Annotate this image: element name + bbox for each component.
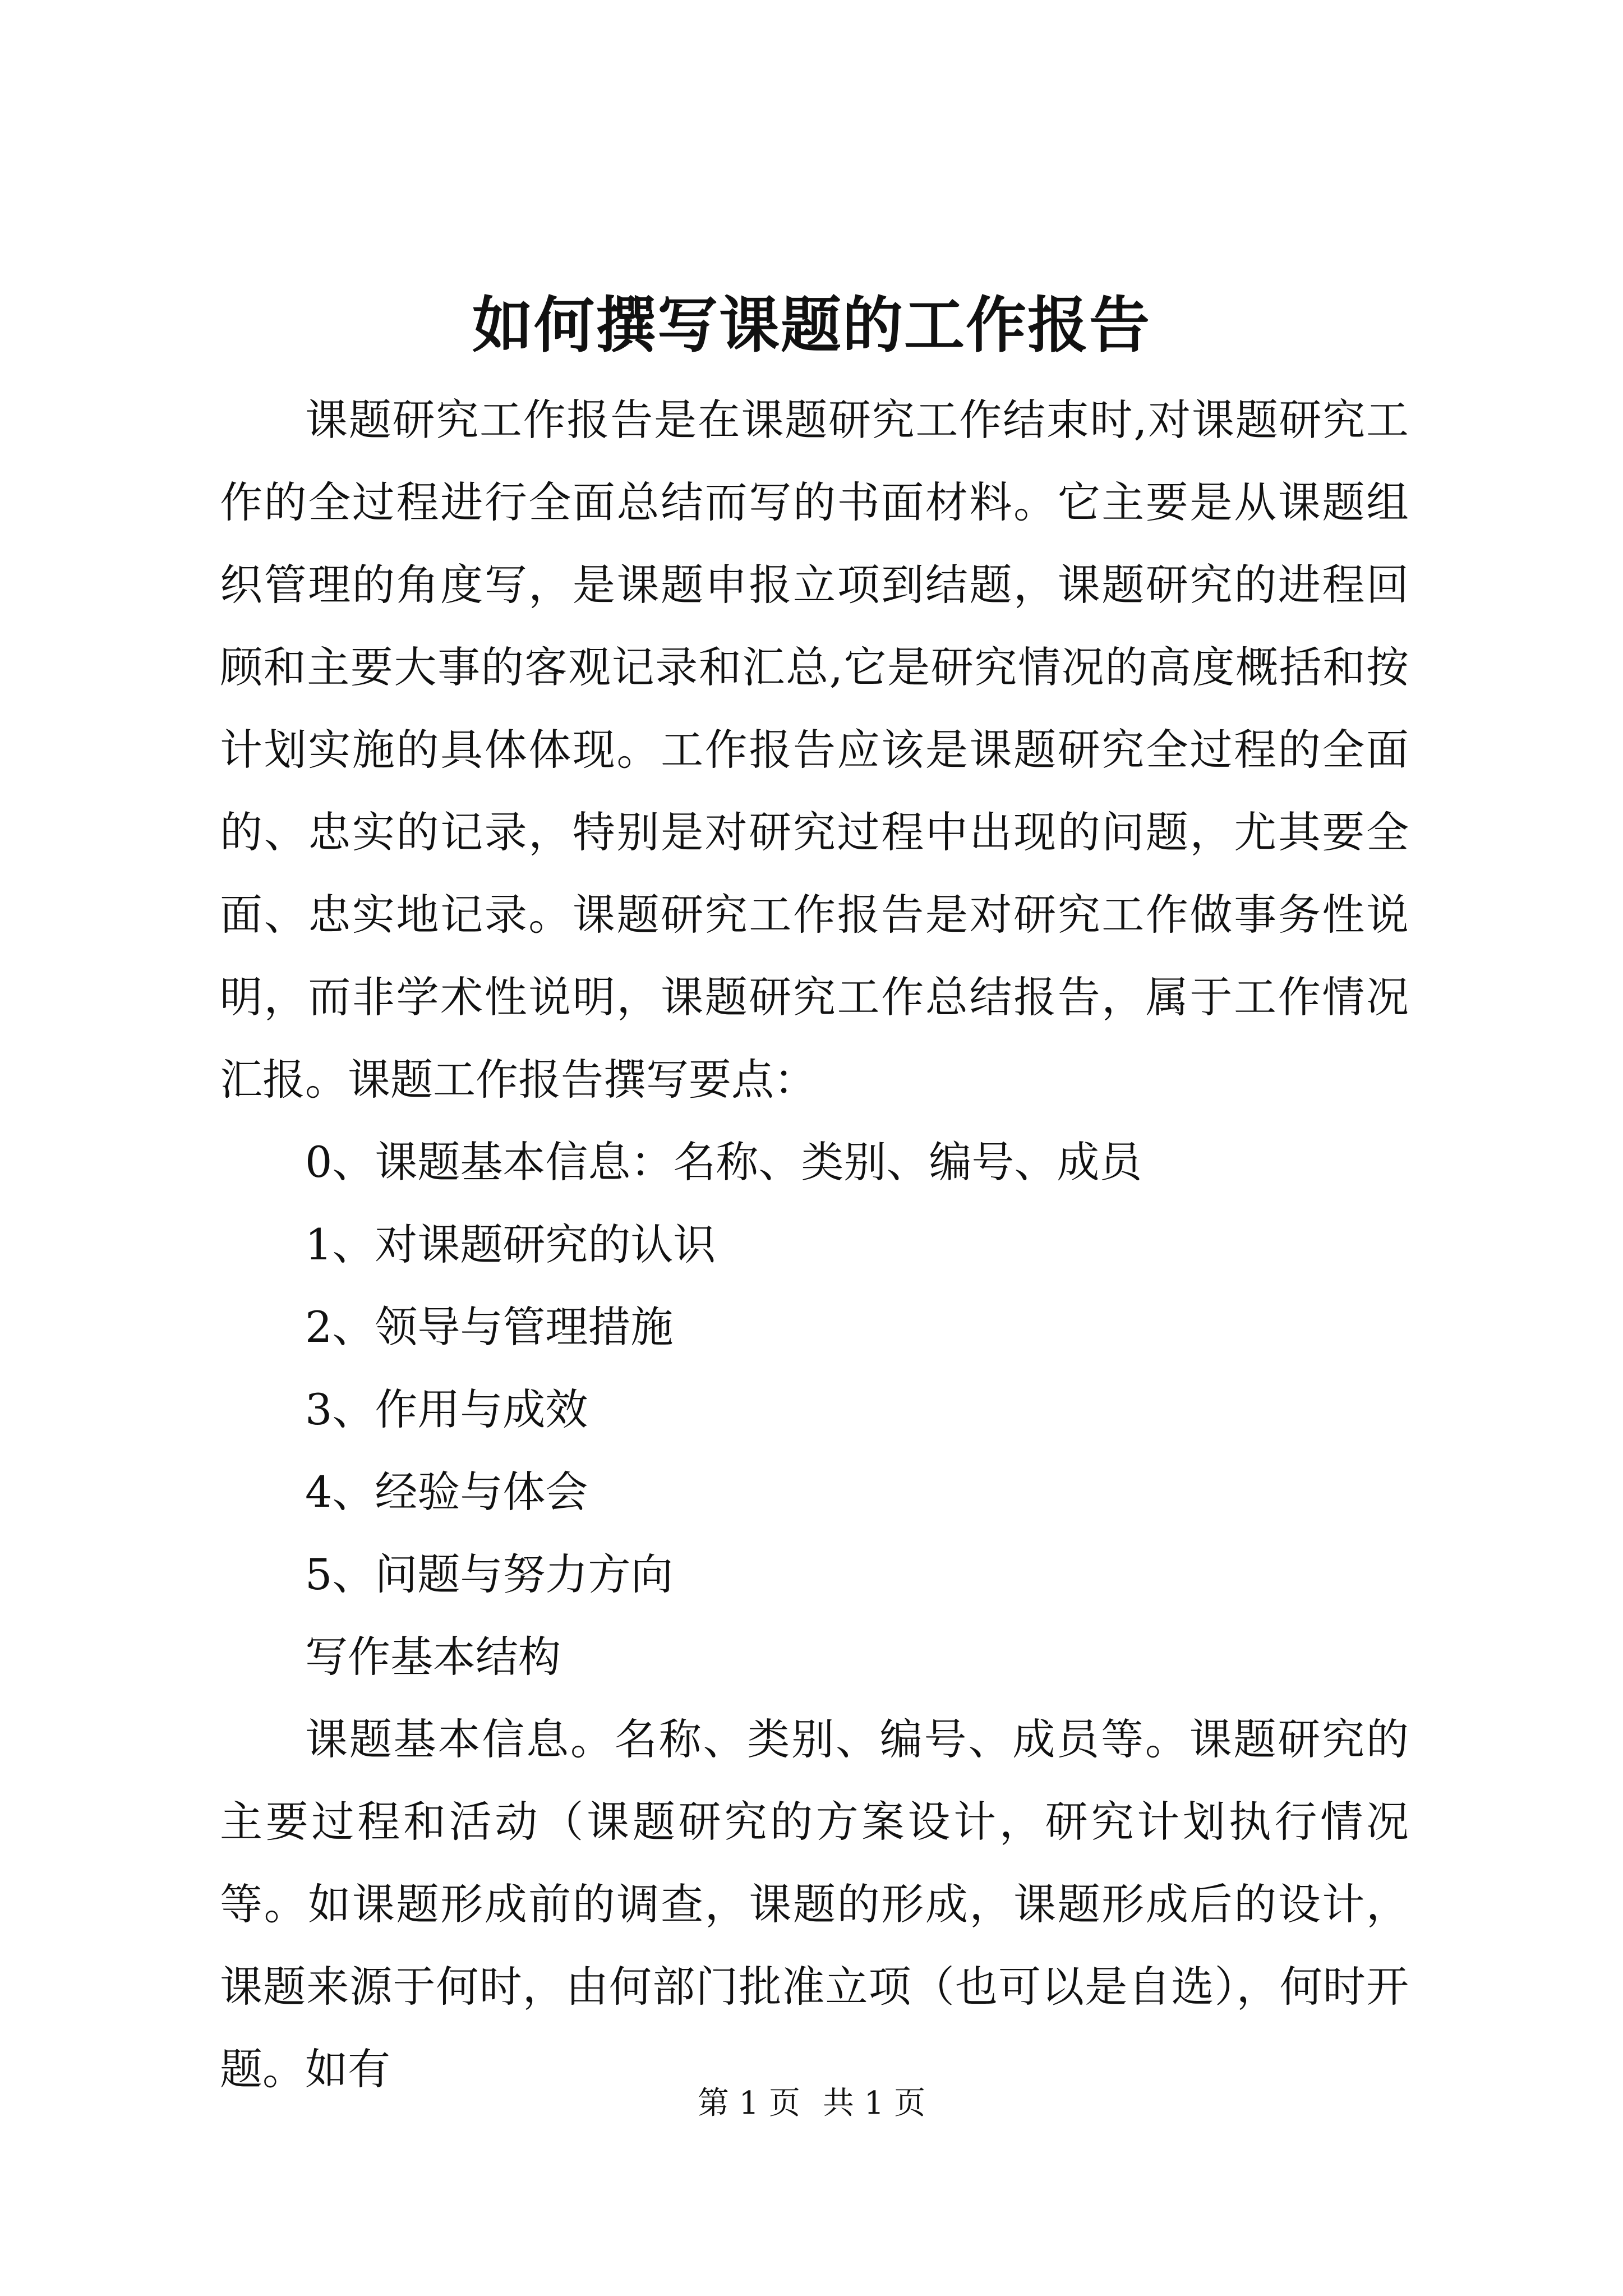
structure-heading: 写作基本结构 [305, 1632, 561, 1682]
page-footer [0, 2081, 1623, 2126]
page-total-label: 共 1 页 [823, 2085, 926, 2122]
point-item: 2、领导与管理措施 [305, 1302, 674, 1352]
document-body [220, 379, 1409, 2110]
page-number-label: 第 1 页 [697, 2085, 800, 2122]
document-title: 如何撰写课题的工作报告 [472, 290, 1151, 361]
structure-paragraph: 课题基本信息。名称、类别、编号、成员等。课题研究的主要过程和活动（课题研究的方案设计，研究计划执行情况等。如课题形成前的调查，课题的形成，课题形成后的设计，课题来源于何时，由何部门批准立项（也可以是自选），何时开题。如有 [220, 1714, 1409, 2094]
point-item: 1、对课题研究的认识 [305, 1220, 716, 1269]
intro-paragraph: 课题研究工作报告是在课题研究工作结束时,对课题研究工作的全过程进行全面总结而写的书面材料。它主要是从课题组织管理的角度写，是课题申报立项到结题，课题研究的进程回顾和主要大事的客观记录和汇总,它是研究情况的高度概括和按计划实施的具体体现。工作报告应该是课题研究全过程的全面的、忠实的记录，特别是对研究过程中出现的问题，尤其要全面、忠实地记录。课题研究工作报告是对研究工作做事务性说明，而非学术性说明，课题研究工作总结报告，属于工作情况汇报。课题工作报告撰写要点： [220, 395, 1409, 1105]
point-item: 5、问题与努力方向 [305, 1549, 674, 1599]
point-item: 0、课题基本信息：名称、类别、编号、成员 [305, 1137, 1142, 1187]
point-item: 3、作用与成效 [305, 1384, 588, 1434]
point-item: 4、经验与体会 [305, 1467, 588, 1517]
